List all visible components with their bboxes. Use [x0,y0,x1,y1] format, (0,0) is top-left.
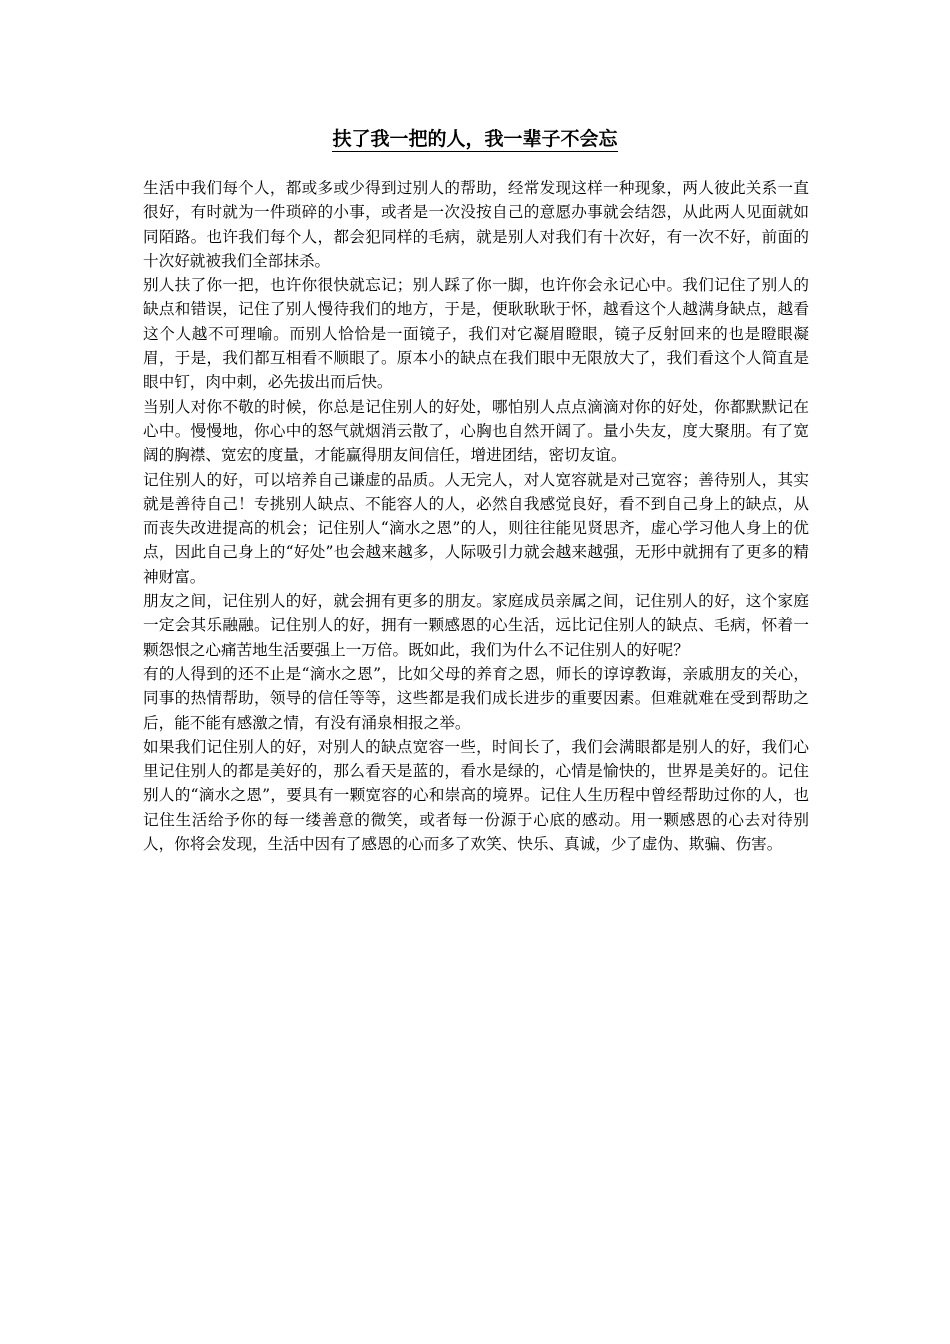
paragraph-5: 朋友之间，记住别人的好，就会拥有更多的朋友。家庭成员亲属之间，记住别人的好，这个家庭一定会其乐融融。记住别人的好，拥有一颗感恩的心生活，远比记住别人的缺点、毛病，怀着一颗怨恨之心痛苦地生活要强上一万倍。既如此，我们为什么不记住别人的好呢？ [143,592,809,659]
paragraph-4: 记住别人的好，可以培养自己谦虚的品质。人无完人，对人宽容就是对己宽容；善待别人，其实就是善待自己！专挑别人缺点、不能容人的人，必然自我感觉良好，看不到自己身上的缺点，从而丧失改进提高的机会；记住别人“滴水之恩”的人，则往往能见贤思齐，虚心学习他人身上的优点，因此自己身上的“好处”也会越来越多，人际吸引力就会越来越强，无形中就拥有了更多的精神财富。 [143,470,809,586]
paragraph-7: 如果我们记住别人的好，对别人的缺点宽容一些，时间长了，我们会满眼都是别人的好，我们心里记住别人的都是美好的，那么看天是蓝的，看水是绿的，心情是愉快的，世界是美好的。记住别人的“滴水之恩”，要具有一颗宽容的心和崇高的境界。记住人生历程中曾经帮助过你的人，也记住生活给予你的每一缕善意的微笑，或者每一份源于心底的感动。用一颗感恩的心去对待别人，你将会发现，生活中因有了感恩的心而多了欢笑、快乐、真诚，少了虚伪、欺骗、伤害。 [143,737,809,854]
document-body [143,176,809,856]
paragraph-3: 当别人对你不敬的时候，你总是记住别人的好处，哪怕别人点点滴滴对你的好处，你都默默记在心中。慢慢地，你心中的怒气就烟消云散了，心胸也自然开阔了。量小失友，度大聚朋。有了宽阔的胸襟、宽宏的度量，才能赢得朋友间信任，增进团结，密切友谊。 [143,397,809,465]
paragraph-6: 有的人得到的还不止是“滴水之恩”，比如父母的养育之恩，师长的谆谆教诲，亲戚朋友的关心，同事的热情帮助，领导的信任等等，这些都是我们成长进步的重要因素。但难就难在受到帮助之后，能不能有感激之情，有没有涌泉相报之举。 [143,664,809,732]
paragraph-2: 别人扶了你一把，也许你很快就忘记；别人踩了你一脚，也许你会永记心中。我们记住了别人的缺点和错误，记住了别人慢待我们的地方，于是，便耿耿耿于怀，越看这个人越满身缺点，越看这个人越不可理喻。而别人恰恰是一面镜子，我们对它凝眉瞪眼，镜子反射回来的也是瞪眼凝眉，于是，我们都互相看不顺眼了。原本小的缺点在我们眼中无限放大了，我们看这个人简直是眼中钉，肉中刺，必先拔出而后快。 [143,276,809,392]
paragraph-1: 生活中我们每个人，都或多或少得到过别人的帮助，经常发现这样一种现象，两人彼此关系一直很好，有时就为一件琐碎的小事，或者是一次没按自己的意愿办事就会结怨，从此两人见面就如同陌路。也许我们每个人，都会犯同样的毛病，就是别人对我们有十次好，有一次不好，前面的十次好就被我们全部抹杀。 [143,179,809,270]
document-title-text: 扶了我一把的人，我一辈子不会忘 [332,128,618,150]
document-title [0,126,950,152]
